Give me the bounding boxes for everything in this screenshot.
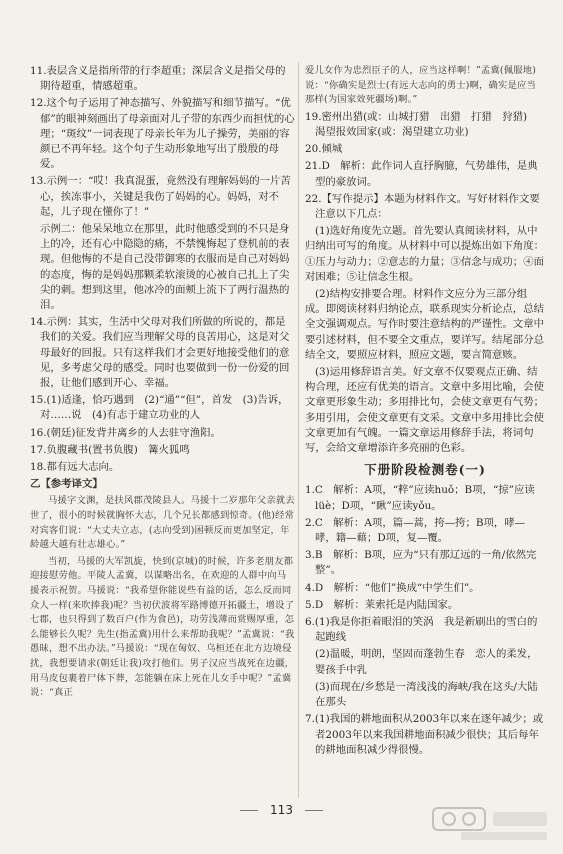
test-answer-5: 5.D 解析：莱索托是内陆国家。 [305, 598, 459, 611]
answer-16: 16.(朝廷)征发背井离乡的人去驻守渔阳。 [30, 426, 221, 439]
answer-13-example-1: 13.示例一：“哎！我真混蛋，竟然没有理解妈妈的一片苦心，挨冻事小，关键是我伤了妈妈的心。妈妈，对不起，儿子现在懂你了！” [30, 175, 291, 218]
test-answer-6-3: (3)而现在/乡愁是一湾浅浅的海峡/我在这头/大陆在那头 [315, 680, 538, 709]
column-divider [298, 62, 299, 798]
test-answer-6-1: 6.(1)我是你拒着眼泪的笑涡 我是新刷出的雪白的起跑线 [305, 616, 538, 644]
answer-11: 11.表层含义是指所带的行李超重；深层含义是指父母的期待超重，情感超重。 [30, 65, 286, 93]
translation-paragraph-1: 马援字文渊，是扶风郡茂陵县人。马援十二岁那年父亲就去世了，很小的时候就胸怀大志，几个兄长都感到惊奇。(他)经常对宾客们说：“大丈夫立志，(志向受到)困顿反而更加坚定，年龄越大越有壮志雄心。” [30, 495, 295, 551]
test-answer-6-2: (2)温暖，明朗，坚固而蓬勃生春 恋人的柔发，婴孩手中乳 [315, 648, 538, 676]
test-answer-7: 7.(1)我国的耕地面积从2003年以来在逐年减少；或者2003年以来我国耕地面积减少很快；其后每年的耕地面积减少得很慢。 [305, 713, 544, 756]
answer-17: 17.负腹藏书(置书负腹) 篝火狐鸣 [30, 443, 190, 456]
answer-18: 18.都有远大志向。 [30, 461, 120, 474]
answer-15: 15.(1)适逢，恰巧遇到 (2)“通”“但”，首发 (3)告诉，对……说 (4)有志于建立功业的人 [30, 394, 289, 422]
answer-22-point-3: (3)运用修辞语言美。好文章不仅要观点正确、结构合理，还应有优美的语言。文章中多用比喻，会使文章更形象生动；多用排比句，会使文章更有气势；多用引用，会使文章更有文采。文章中多用排比会使文章更加有气魄。一篇文章运用修辞手法，将词句写，会给文章增添许多亮丽的色彩。 [305, 366, 544, 455]
answer-21: 21.D 解析：此作词人直抒胸臆，气势雄伟，是典型的豪放词。 [305, 160, 538, 188]
answer-22-point-1: (1)选好角度先立题。首先要认真阅读材料，从中归纳出可写的角度。从材料中可以提炼出如下角度：①压力与动力；②意志的力量；③信念与成功；④面对困难；⑤让信念生根。 [305, 225, 544, 283]
answer-20: 20.倾城 [305, 143, 343, 156]
reference-translation-label: 乙【参考译文】 [30, 478, 103, 491]
test-answer-4: 4.D 解析：“他们”换成“中学生们”。 [305, 581, 480, 594]
answer-22-intro: 22.【写作提示】本题为材料作文。写好材料作文要注意以下几点： [305, 192, 540, 220]
footer-dash-right [305, 810, 323, 811]
test-answer-1: 1.C 解析：A项，“粹”应读huǒ；B项，“掠”应读lüè；D项，“瞅”应读yǒu。 [305, 484, 535, 512]
answer-14: 14.示例：其实，生活中父母对我们所做的所说的，都是我们的关爱。我们应当理解父母的良苦用心，这是对父母最好的回报。只有这样我们才会更好地接受他们的意见，多考虑父母的感受。同时也要做到一份一份爱的回报，让他们感到开心、幸福。 [30, 316, 290, 390]
footer-dash-left [240, 810, 258, 811]
answer-12: 12.这个句子运用了神态描写、外貌描写和细节描写。“优郁”的眼神刻画出了母亲面对儿子带的东西少而担忧的心理；“斑纹”一词表现了母亲长年为儿子操劳，美丽的容颜已不再年轻。这个句子生动形象地写出了殷殷的母爱。 [30, 97, 295, 171]
right-column [305, 64, 545, 760]
translation-continued: 爱儿女作为忠烈臣子的人，应当这样啊！”孟冀(佩服地)说：“你确实是烈士(有远大志向的勇士)啊，确实是应当那样(为国家效死疆场)啊。” [305, 65, 537, 106]
page-number: 113 [270, 803, 293, 817]
left-column [30, 64, 295, 703]
watermark-logo-icon [431, 804, 551, 844]
test-answer-3: 3.B 解析：B项，应为“只有那辽远的一角/依然完整”。 [305, 549, 537, 577]
answer-22-point-2: (2)结构安排要合理。材料作文应分为三部分组成。即阅读材料归纳论点，联系现实分析论点，总结全文强调观点。写作时要注意结构的严谨性。文章中要引述材料，但不要全文重点，要详写。结尾部分总结全文，要照应材料，照应文题，要言简意赅。 [305, 288, 544, 361]
translation-paragraph-2: 当初，马援的大军凯旋，快到(京城)的时候，许多老朋友都迎接慰劳他。平陵人孟冀，以谋略出名，在欢迎的人群中向马援表示祝贺。马援说：“我希望你能说些有益的话，怎么反而同众人一样(来吹捧我)呢？当初伏波将军路博德开拓疆土，增设了七郡，也只得到了数百户(作为食邑)，功劳浅薄而赏赐厚重，怎么能够长久呢？先生(指孟冀)用什么来帮助我呢？”孟冀说：“我愚昧，想不出办法。”马援说：“现在匈奴、乌桓还在北方边境侵扰，我想要请求(朝廷让我)攻打他们。男子汉应当战死在边疆，用马皮包裹着尸体下葬，怎能躺在床上死在儿女手中呢？”孟冀说：“真正 [30, 555, 295, 699]
section-title: 下册阶段检测卷(一) [364, 462, 486, 478]
answer-19: 19.密州出猎(或：山城打猎 出猎 打猎 狩猎) 渴望报效国家(或：渴望建立功业) [305, 110, 538, 138]
answer-13-example-2: 示例二：他呆呆地立在那里，此时他感受到的不只是身上的冷，还有心中隐隐的痛，不禁愧悔起了登机前的表现。但他悔的不是自己没带御寒的衣服而是自己对妈妈的态度，悔的是妈妈那颗柔软滚烫的心被自己扎上了尖尖的刺。想到这里，他冰冷的面颊上流下了两行温热的泪。 [40, 223, 290, 312]
test-answer-2: 2.C 解析：A项，篇—蒿，挎—挎；B项，哮—哮，籍—藉；D项，复—覆。 [305, 516, 526, 545]
